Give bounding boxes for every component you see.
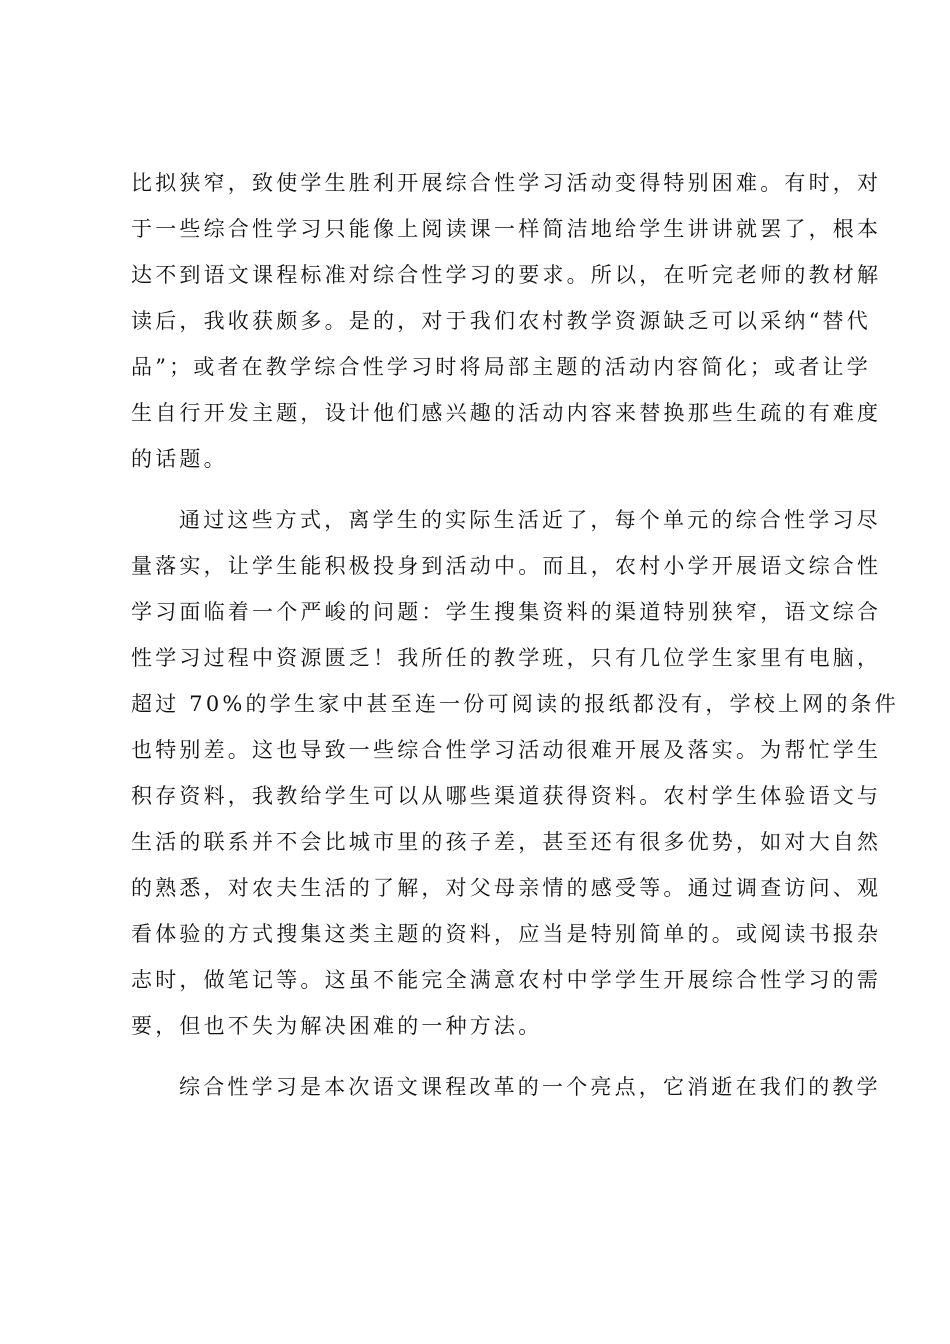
text-line: 积存资料，我教给学生可以从哪些渠道获得资料。农村学生体验语文与 (131, 784, 882, 808)
text-line: 的话题。 (131, 447, 228, 471)
text-line: 也特别差。这也导致一些综合性学习活动很难开展及落实。为帮忙学生 (131, 738, 882, 762)
text-line: 比拟狭窄，致使学生胜利开展综合性学习活动变得特别困难。有时，对 (131, 171, 882, 195)
text-line: 量落实，让学生能积极投身到活动中。而且，农村小学开展语文综合性 (131, 554, 882, 578)
text-line: 通过这些方式，离学生的实际生活近了，每个单元的综合性学习尽 (179, 508, 881, 532)
paragraph-2 (131, 497, 899, 1049)
text-line: 要，但也不失为解决困难的一种方法。 (131, 1014, 543, 1038)
text-line: 综合性学习是本次语文课程改革的一个亮点，它消逝在我们的教学 (179, 1075, 881, 1099)
text-line: 生活的联系并不会比城市里的孩子差，甚至还有很多优势，如对大自然 (131, 830, 882, 854)
text-line: 品”；或者在教学综合性学习时将局部主题的活动内容简化；或者让学 (131, 355, 871, 379)
text-line: 超过 70%的学生家中甚至连一份可阅读的报纸都没有，学校上网的条件 (131, 692, 899, 716)
text-line: 生自行开发主题，设计他们感兴趣的活动内容来替换那些生疏的有难度 (131, 401, 882, 425)
text-line: 达不到语文课程标准对综合性学习的要求。所以，在听完老师的教材解 (131, 263, 882, 287)
text-line: 性学习过程中资源匮乏！我所任的教学班，只有几位学生家里有电脑， (131, 646, 882, 670)
text-line: 学习面临着一个严峻的问题：学生搜集资料的渠道特别狭窄，语文综合 (131, 600, 882, 624)
text-line: 读后，我收获颇多。是的，对于我们农村教学资源缺乏可以采纳“替代 (131, 309, 871, 333)
text-line: 的熟悉，对农夫生活的了解，对父母亲情的感受等。通过调查访问、观 (131, 876, 882, 900)
paragraph-1 (131, 160, 882, 482)
text-line: 志时，做笔记等。这虽不能完全满意农村中学学生开展综合性学习的需 (131, 968, 882, 992)
text-line: 于一些综合性学习只能像上阅读课一样简洁地给学生讲讲就罢了，根本 (131, 217, 882, 241)
text-line: 看体验的方式搜集这类主题的资料，应当是特别简单的。或阅读书报杂 (131, 922, 882, 946)
document-body (131, 160, 899, 1110)
paragraph-3 (131, 1064, 881, 1110)
